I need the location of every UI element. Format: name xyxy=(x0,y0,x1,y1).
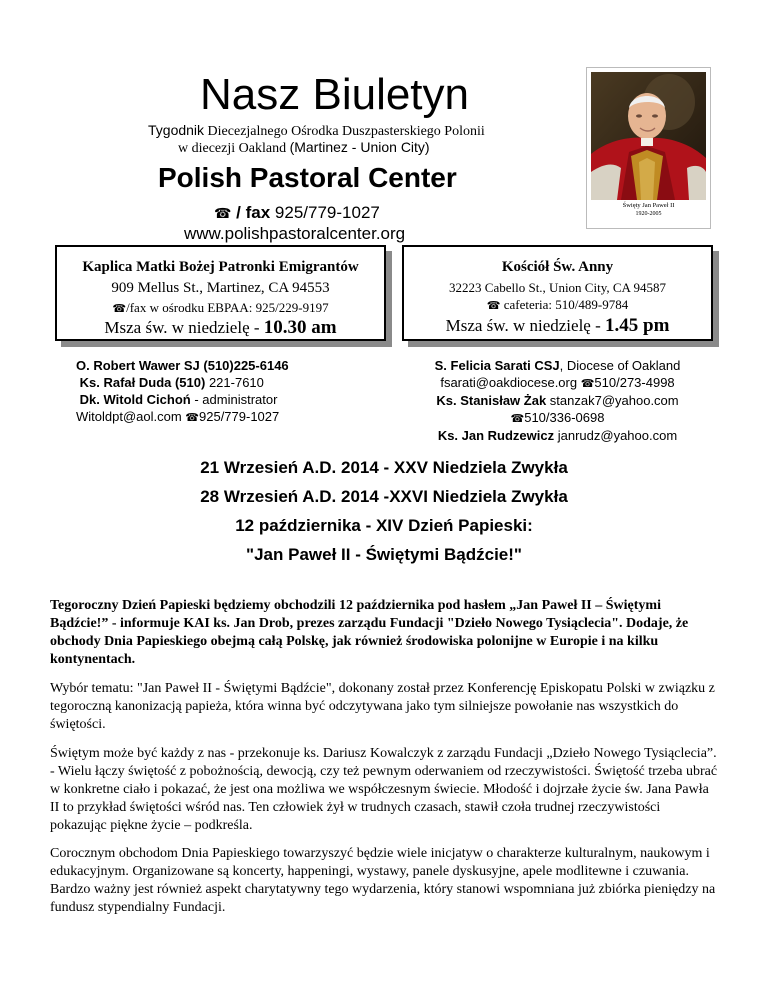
clergy-affiliation: , Diocese of Oakland xyxy=(559,358,681,373)
mass-label: Msza św. w niedzielę - xyxy=(445,316,605,335)
date-line-1: 21 Wrzesień A.D. 2014 - XXV Niedziela Zwykła xyxy=(200,458,568,477)
clergy-phone: 221-7610 xyxy=(205,375,264,390)
clergy-line xyxy=(402,392,713,409)
portrait-caption-name: Święty Jan Paweł II xyxy=(622,202,675,209)
clergy-line xyxy=(76,391,289,408)
clergy-role: - administrator xyxy=(190,392,278,407)
portrait-illustration xyxy=(591,72,706,200)
date-line-2: 28 Wrzesień A.D. 2014 -XXVI Niedziela Zwykła xyxy=(200,487,568,506)
date-line-3: 12 października - XIV Dzień Papieski: xyxy=(235,516,533,535)
clergy-name: O. Robert Wawer SJ (510)225-6146 xyxy=(76,358,289,373)
subtitle-line-2 xyxy=(178,139,430,157)
church-name: Kościół Św. Anny xyxy=(501,259,614,275)
telephone-icon: ☎ xyxy=(510,412,525,425)
clergy-list-left xyxy=(76,357,289,426)
center-phone xyxy=(214,203,380,223)
mass-time: 10.30 am xyxy=(263,317,337,338)
chapel-info-box-union-city xyxy=(402,245,713,341)
center-name: Polish Pastoral Center xyxy=(158,162,457,193)
clergy-line xyxy=(402,409,713,427)
clergy-phone: 510/273-4998 xyxy=(594,375,675,390)
clergy-email[interactable]: fsarati@oakdiocese.org xyxy=(440,375,581,390)
pope-portrait-card xyxy=(586,67,711,229)
clergy-line xyxy=(402,374,713,392)
clergy-line xyxy=(402,357,713,374)
article-paragraph: Corocznym obchodom Dnia Papieskiego towarzyszyć będzie wiele inicjatyw o charakterze kulturalnym, naukowym i edukacyjnym. Organizowane są koncerty, happeningi, wystawy, panele dyskusyjne, apele modlitewne i czuwania. Bardzo ważny jest również aspekt charytatywny tego wydarzenia, który stanowi wspomniana już zbiórka pieniędzy na fundusz stypendialny Fundacji. xyxy=(50,846,716,915)
clergy-phone: 510/336-0698 xyxy=(524,410,605,425)
chapel-mass-time xyxy=(57,317,384,339)
clergy-name: Ks. Rafał Duda (510) xyxy=(79,375,206,390)
subtitle-diocese: w diecezji Oakland xyxy=(178,141,290,156)
church-phone xyxy=(404,297,711,313)
chapel-phone-text: /fax w ośrodku EBPAA: 925/229-9197 xyxy=(126,300,329,315)
clergy-name: Dk. Witold Cichoń xyxy=(79,392,191,407)
clergy-email[interactable]: stanzak7@yahoo.com xyxy=(546,393,679,408)
clergy-email[interactable]: Witoldpt@aol.com xyxy=(76,409,186,424)
newsletter-title: Nasz Biuletyn xyxy=(200,70,470,119)
church-mass-time xyxy=(404,315,711,337)
clergy-line xyxy=(76,374,289,391)
clergy-name: S. Felicia Sarati CSJ xyxy=(434,358,560,373)
chapel-phone xyxy=(57,300,384,316)
chapel-address: 909 Mellus St., Martinez, CA 94553 xyxy=(111,280,330,296)
article-paragraph: Świętym może być każdy z nas - przekonuje ks. Dariusz Kowalczyk z zarządu Fundacji „Dzieło Nowego Tysiąclecia”. - Wielu łączy świętość z pobożnością, dewocją, czy też pewnym oderwaniem od rzeczywistości. Świętość trzeba ubrać w konkretne ciało i pokazać, że jest ona możliwa we współczesnym świecie. Młodość i dojrzałe życie św. Jana Pawła II to przykład świętości wśród nas. Ten człowiek żył w trudnych czasach, stawił czoła trudnej rzeczywistości pokazując piękne życie – podkreśla. xyxy=(50,746,718,833)
pope-portrait-image xyxy=(591,72,706,200)
clergy-line xyxy=(402,427,713,444)
clergy-list-right xyxy=(402,357,713,444)
mass-label: Msza św. w niedzielę - xyxy=(104,318,264,337)
telephone-icon: ☎ xyxy=(185,411,199,424)
subtitle-line-1 xyxy=(148,122,485,140)
chapel-info-box-martinez xyxy=(55,245,386,341)
clergy-line xyxy=(76,408,289,426)
clergy-name: Ks. Jan Rudzewicz xyxy=(437,428,555,443)
subtitle-text: Diecezjalnego Ośrodka Duszpasterskiego Polonii xyxy=(204,124,485,139)
article-paragraph-lead: Tegoroczny Dzień Papieski będziemy obchodzili 12 października pod hasłem „Jan Paweł II – Świętymi Bądźcie!” - informuje KAI ks. Jan Drob, prezes zarządu Fundacji "Dzieło Nowego Tysiąclecia". Dodaje, że obchody Dnia Papieskiego obejmą całą Polskę, jak również środowiska polonijne w Europie i na kilku kontynentach. xyxy=(50,598,689,667)
date-line-4: "Jan Paweł II - Świętymi Bądźcie!" xyxy=(246,545,522,564)
clergy-line xyxy=(76,357,289,374)
chapel-name: Kaplica Matki Bożej Patronki Emigrantów xyxy=(82,259,359,275)
church-address: 32223 Cabello St., Union City, CA 94587 xyxy=(449,280,666,295)
telephone-icon: ☎ xyxy=(112,302,127,315)
telephone-icon: ☎ xyxy=(214,206,232,222)
article-paragraph: Wybór tematu: "Jan Paweł II - Świętymi Bądźcie", dokonany został przez Konferencję Episkopatu Polski w związku z tegoroczną kanonizacją papieża, która winna być odczytywana jako tym silniejsze powołanie nas wszystkich do świętości. xyxy=(50,681,715,732)
subtitle-word: Tygodnik xyxy=(148,122,205,138)
clergy-phone: 925/779-1027 xyxy=(199,409,280,424)
clergy-email[interactable]: janrudz@yahoo.com xyxy=(554,428,678,443)
clergy-name: Ks. Stanisław Żak xyxy=(436,393,547,408)
website-link[interactable]: www.polishpastoralcenter.org xyxy=(184,224,406,243)
mass-time: 1.45 pm xyxy=(605,315,670,336)
telephone-icon: ☎ xyxy=(580,377,595,390)
subtitle-cities: (Martinez - Union City) xyxy=(289,139,430,155)
church-phone-text: cafeteria: 510/489-9784 xyxy=(500,297,629,312)
telephone-icon: ☎ xyxy=(486,299,501,312)
portrait-caption-years: 1920-2005 xyxy=(635,211,662,217)
phone-number: 925/779-1027 xyxy=(274,203,380,222)
phone-fax-label: / fax xyxy=(231,203,275,222)
